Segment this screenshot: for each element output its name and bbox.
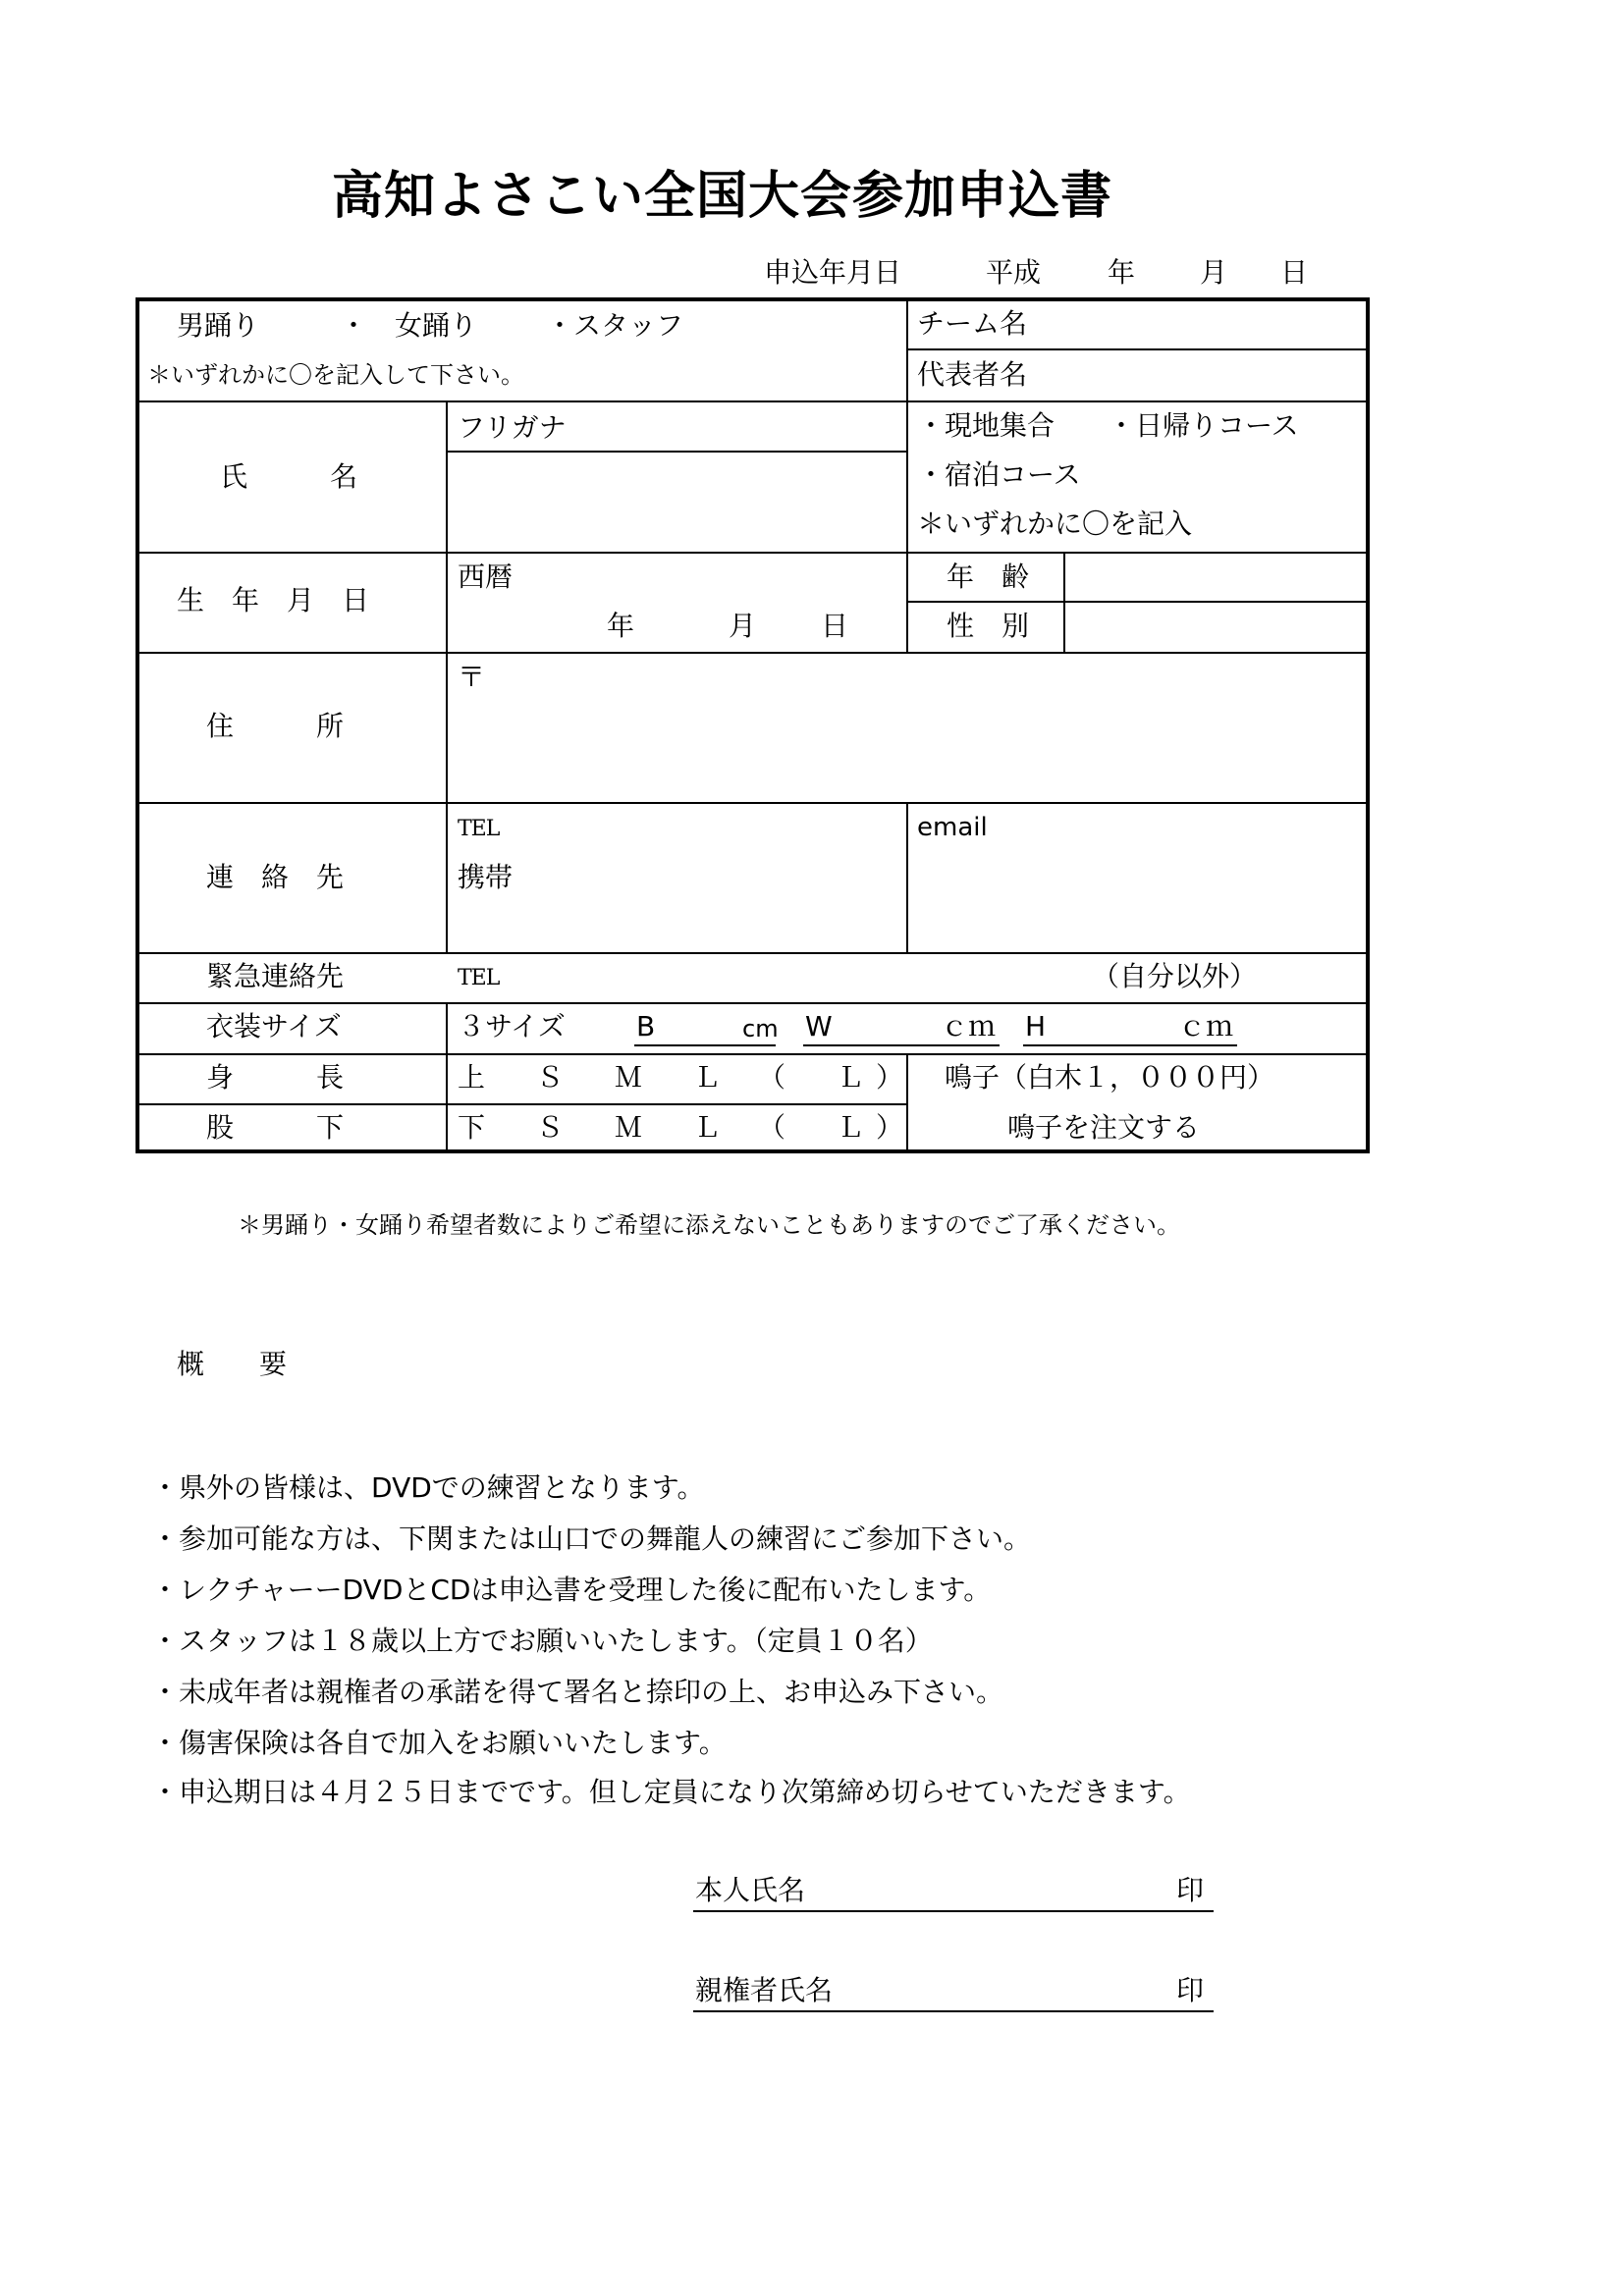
guardian-seal-mark: 印 [1176, 1974, 1205, 2006]
self-seal-mark: 印 [1176, 1874, 1205, 1906]
email-label: email [917, 813, 988, 842]
row-divider [135, 400, 1370, 402]
naruko-order[interactable]: 鳴子を注文する [1007, 1111, 1201, 1144]
hip-underline [1023, 1044, 1237, 1046]
hip-unit: ｃｍ [1178, 1010, 1234, 1042]
bust-underline [634, 1044, 776, 1046]
page-title: 高知よさこい全国大会参加申込書 [332, 167, 1113, 226]
upper-size-options[interactable]: 上 Ｓ Ｍ Ｌ （ Ｌ） [458, 1061, 916, 1094]
row-divider [447, 451, 908, 453]
representative-label: 代表者名 [917, 358, 1028, 391]
column-divider [446, 400, 448, 952]
emergency-note: （自分以外） [1092, 960, 1258, 992]
application-date-era: 平成 [986, 256, 1042, 289]
naruko-price: 鳴子（白木１，０００円） [945, 1061, 1275, 1094]
bust-unit: cm [742, 1015, 779, 1042]
height-label: 身 長 [206, 1061, 345, 1094]
row-divider [135, 1103, 908, 1105]
row-divider [135, 952, 1370, 954]
name-label: 氏 名 [220, 460, 358, 493]
self-signature-line[interactable] [693, 1910, 1214, 1912]
contact-label: 連 絡 先 [206, 861, 345, 893]
role-option-staff[interactable]: ・スタッフ [546, 309, 684, 342]
role-option-male[interactable]: 男踊り [177, 309, 260, 342]
course-instruction: ＊いずれかに〇を記入 [917, 507, 1193, 540]
course-option-daytrip[interactable]: ・日帰りコース [1108, 409, 1299, 442]
column-divider [906, 297, 908, 652]
row-divider [135, 552, 1370, 554]
tel-label: TEL [458, 817, 500, 841]
row-divider [135, 1002, 1370, 1004]
role-option-female[interactable]: ・ 女踊り [340, 309, 478, 342]
mobile-label: 携帯 [458, 861, 514, 893]
application-date-month: 月 [1200, 256, 1228, 289]
postal-mark: 〒 [458, 661, 486, 693]
overview-item: ・未成年者は親権者の承諾を得て署名と捺印の上、お申込み下さい。 [151, 1676, 1004, 1708]
overview-item: ・申込期日は４月２５日までです。但し定員になり次第締め切らせていただきます。 [151, 1776, 1191, 1808]
application-date-label: 申込年月日 [764, 256, 902, 289]
row-divider [908, 348, 1370, 350]
waist-underline [803, 1044, 1000, 1046]
application-date-day: 日 [1280, 256, 1309, 289]
course-option-overnight[interactable]: ・宿泊コース [917, 458, 1081, 491]
birth-year-unit: 年 [607, 610, 635, 642]
row-divider [908, 601, 1370, 603]
overview-item: ・傷害保険は各自で加入をお願いいたします。 [151, 1727, 727, 1759]
role-instruction: ＊いずれかに〇を記入して下さい。 [147, 361, 524, 389]
row-divider [135, 652, 1370, 654]
sex-label: 性 別 [947, 610, 1030, 642]
overview-item: ・県外の皆様は、DVDでの練習となります。 [151, 1471, 705, 1504]
column-divider [1063, 552, 1065, 652]
birth-day-unit: 日 [821, 610, 849, 642]
three-sizes-label: ３サイズ [458, 1010, 566, 1042]
self-name-label: 本人氏名 [695, 1874, 806, 1906]
overview-item: ・参加可能な方は、下関または山口での舞龍人の練習にご参加下さい。 [151, 1522, 1032, 1555]
waist-unit: ｃｍ [941, 1010, 997, 1042]
costume-size-label: 衣装サイズ [206, 1010, 342, 1042]
overview-item: ・スタッフは１８歳以上方でお願いいたします。（定員１０名） [151, 1625, 933, 1657]
course-option-local[interactable]: ・現地集合 [917, 409, 1056, 442]
team-name-label: チーム名 [917, 307, 1028, 340]
address-label: 住 所 [206, 710, 345, 742]
notice-text: ＊男踊り・女踊り希望者数によりご希望に添えないこともありますのでご了承ください。 [238, 1211, 1180, 1239]
overview-heading: 概 要 [177, 1348, 288, 1380]
seireki-label: 西暦 [458, 561, 514, 593]
bust-label: B [636, 1010, 656, 1042]
furigana-label: フリガナ [458, 411, 567, 444]
waist-label: W [805, 1010, 833, 1042]
inseam-label: 股 下 [206, 1111, 345, 1144]
column-divider [446, 1002, 448, 1153]
overview-item: ・レクチャーーDVDとCDは申込書を受理した後に配布いたします。 [151, 1574, 992, 1606]
column-divider [906, 802, 908, 952]
row-divider [135, 802, 1370, 804]
guardian-name-label: 親権者氏名 [695, 1974, 834, 2006]
birth-month-unit: 月 [729, 610, 757, 642]
lower-size-options[interactable]: 下 Ｓ Ｍ Ｌ （ Ｌ） [458, 1111, 916, 1144]
row-divider [135, 1053, 1370, 1055]
birthdate-label: 生 年 月 日 [177, 584, 370, 616]
emergency-tel-label: TEL [458, 966, 500, 990]
age-label: 年 齢 [947, 561, 1030, 593]
emergency-contact-label: 緊急連絡先 [206, 960, 345, 992]
hip-label: H [1025, 1010, 1047, 1042]
application-date-year: 年 [1108, 256, 1136, 289]
guardian-signature-line[interactable] [693, 2010, 1214, 2012]
